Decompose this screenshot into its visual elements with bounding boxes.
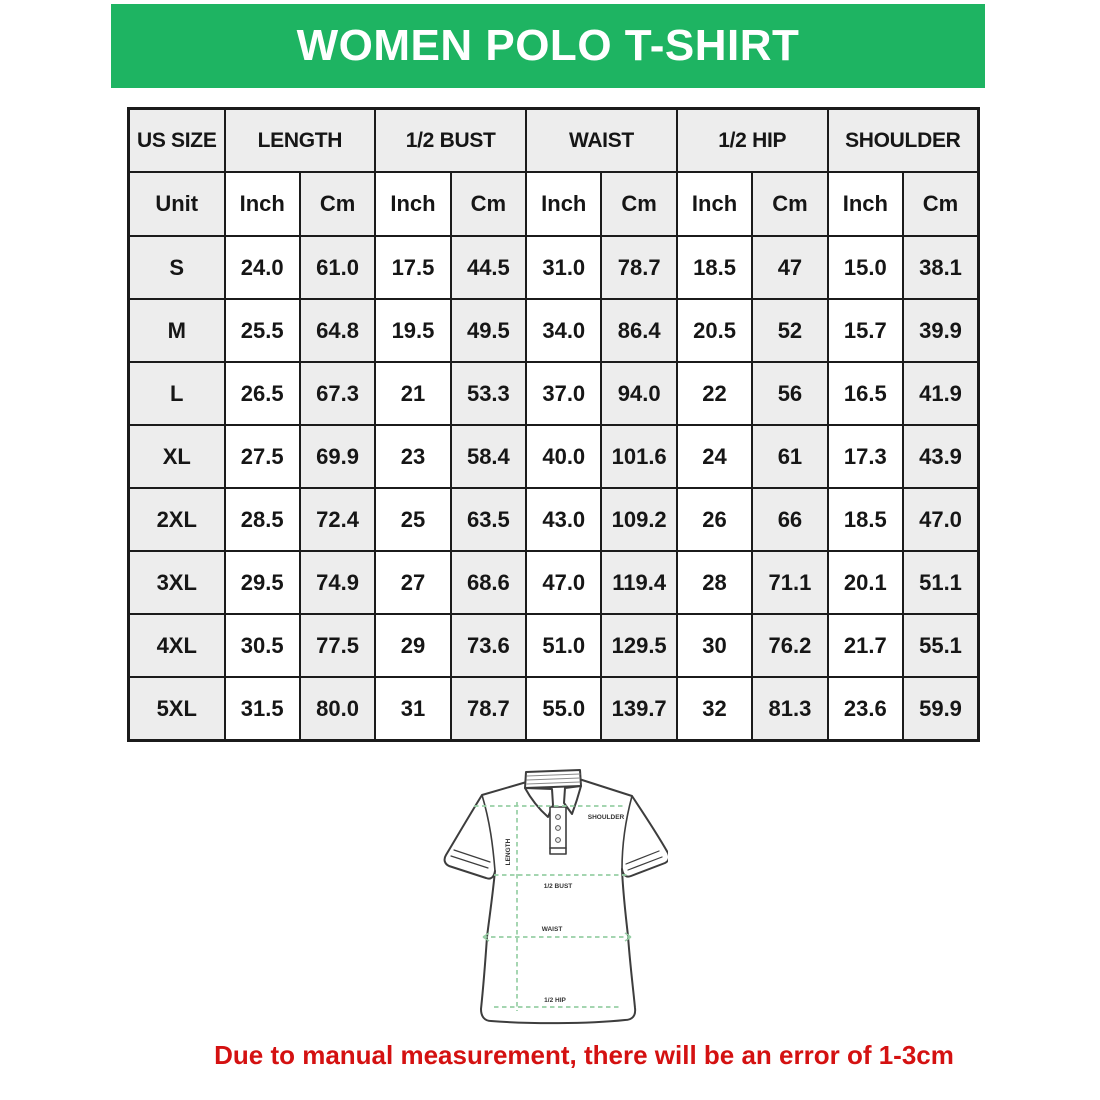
value-cell: 119.4 [601,551,676,614]
unit-cell: Inch [375,172,450,236]
value-cell: 129.5 [601,614,676,677]
value-cell: 52 [752,299,827,362]
value-cell: 20.5 [677,299,752,362]
value-cell: 76.2 [752,614,827,677]
value-cell: 18.5 [828,488,903,551]
value-cell: 28 [677,551,752,614]
value-cell: 66 [752,488,827,551]
value-cell: 15.0 [828,236,903,299]
value-cell: 28.5 [225,488,300,551]
value-cell: 32 [677,677,752,741]
unit-cell: Cm [601,172,676,236]
button-icon [556,815,561,820]
button-icon [556,826,561,831]
column-group-header: 1/2 BUST [375,109,526,173]
length-label: LENGTH [505,838,512,866]
value-cell: 77.5 [300,614,375,677]
column-group-row [129,109,979,173]
value-cell: 23.6 [828,677,903,741]
unit-cell: Inch [677,172,752,236]
unit-cell: Cm [903,172,978,236]
size-cell: 5XL [129,677,225,741]
value-cell: 30.5 [225,614,300,677]
value-cell: 51.0 [526,614,601,677]
value-cell: 26.5 [225,362,300,425]
title-banner [111,4,985,88]
table-row [129,362,979,425]
value-cell: 17.3 [828,425,903,488]
value-cell: 55.0 [526,677,601,741]
value-cell: 31.5 [225,677,300,741]
unit-cell: Cm [451,172,526,236]
shoulder-label: SHOULDER [587,814,625,821]
value-cell: 78.7 [451,677,526,741]
value-cell: 21.7 [828,614,903,677]
table-row [129,299,979,362]
table-row [129,614,979,677]
size-table-body [129,236,979,741]
value-cell: 43.0 [526,488,601,551]
value-cell: 63.5 [451,488,526,551]
value-cell: 27.5 [225,425,300,488]
table-row [129,488,979,551]
value-cell: 26 [677,488,752,551]
value-cell: 43.9 [903,425,978,488]
value-cell: 61.0 [300,236,375,299]
value-cell: 61 [752,425,827,488]
value-cell: 17.5 [375,236,450,299]
value-cell: 67.3 [300,362,375,425]
value-cell: 25 [375,488,450,551]
value-cell: 20.1 [828,551,903,614]
size-cell: XL [129,425,225,488]
column-group-header: 1/2 HIP [677,109,828,173]
table-row [129,551,979,614]
column-group-header: LENGTH [225,109,376,173]
polo-shirt-drawing [438,760,668,1030]
value-cell: 29.5 [225,551,300,614]
value-cell: 101.6 [601,425,676,488]
value-cell: 38.1 [903,236,978,299]
value-cell: 59.9 [903,677,978,741]
value-cell: 31 [375,677,450,741]
value-cell: 31.0 [526,236,601,299]
value-cell: 49.5 [451,299,526,362]
table-row [129,677,979,741]
table-row [129,236,979,299]
value-cell: 47 [752,236,827,299]
value-cell: 29 [375,614,450,677]
bust-label: 1/2 BUST [543,883,573,890]
size-cell: 4XL [129,614,225,677]
value-cell: 109.2 [601,488,676,551]
value-cell: 30 [677,614,752,677]
unit-cell: Unit [129,172,225,236]
value-cell: 72.4 [300,488,375,551]
value-cell: 22 [677,362,752,425]
unit-cell: Inch [526,172,601,236]
value-cell: 24.0 [225,236,300,299]
value-cell: 73.6 [451,614,526,677]
value-cell: 68.6 [451,551,526,614]
value-cell: 53.3 [451,362,526,425]
button-icon [556,838,561,843]
value-cell: 15.7 [828,299,903,362]
value-cell: 18.5 [677,236,752,299]
value-cell: 78.7 [601,236,676,299]
value-cell: 58.4 [451,425,526,488]
table-row [129,425,979,488]
waist-label: WAIST [541,926,563,933]
value-cell: 37.0 [526,362,601,425]
column-group-header: US SIZE [129,109,225,173]
size-table-head [129,109,979,237]
value-cell: 56 [752,362,827,425]
size-cell: 3XL [129,551,225,614]
size-cell: 2XL [129,488,225,551]
value-cell: 25.5 [225,299,300,362]
value-cell: 27 [375,551,450,614]
value-cell: 40.0 [526,425,601,488]
value-cell: 86.4 [601,299,676,362]
size-table-wrap [127,107,980,742]
value-cell: 64.8 [300,299,375,362]
value-cell: 80.0 [300,677,375,741]
unit-cell: Inch [225,172,300,236]
column-group-header: SHOULDER [828,109,979,173]
value-cell: 34.0 [526,299,601,362]
value-cell: 71.1 [752,551,827,614]
value-cell: 39.9 [903,299,978,362]
size-cell: M [129,299,225,362]
size-cell: L [129,362,225,425]
value-cell: 16.5 [828,362,903,425]
value-cell: 21 [375,362,450,425]
value-cell: 51.1 [903,551,978,614]
value-cell: 41.9 [903,362,978,425]
value-cell: 44.5 [451,236,526,299]
size-cell: S [129,236,225,299]
column-group-header: WAIST [526,109,677,173]
value-cell: 69.9 [300,425,375,488]
value-cell: 94.0 [601,362,676,425]
value-cell: 55.1 [903,614,978,677]
value-cell: 24 [677,425,752,488]
unit-row [129,172,979,236]
page-title: WOMEN POLO T-SHIRT [296,21,800,70]
value-cell: 19.5 [375,299,450,362]
value-cell: 139.7 [601,677,676,741]
value-cell: 47.0 [903,488,978,551]
unit-cell: Inch [828,172,903,236]
value-cell: 23 [375,425,450,488]
unit-cell: Cm [300,172,375,236]
unit-cell: Cm [752,172,827,236]
hip-label: 1/2 HIP [544,997,566,1004]
value-cell: 47.0 [526,551,601,614]
polo-shirt-diagram [438,760,668,1030]
size-table [127,107,980,742]
disclaimer-text: Due to manual measurement, there will be an error of 1-3cm [214,1040,954,1070]
value-cell: 74.9 [300,551,375,614]
value-cell: 81.3 [752,677,827,741]
